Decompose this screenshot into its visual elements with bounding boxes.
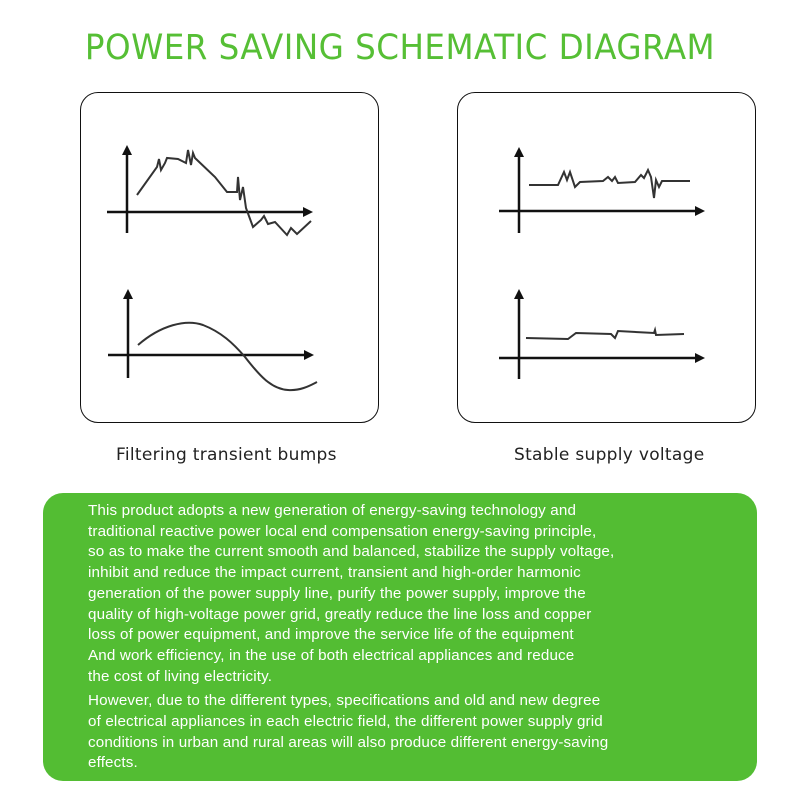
noisy-waveform (137, 150, 311, 235)
panel-stable-voltage (457, 92, 756, 423)
text-line: This product adopts a new generation of energy-saving technology and (88, 502, 577, 519)
stable-voltage-line (526, 330, 684, 339)
bottom-graph-axes (108, 293, 310, 378)
caption-stable-voltage: Stable supply voltage (514, 445, 705, 465)
text-line: traditional reactive power local end compensation energy-saving principle, (88, 522, 597, 540)
text-line: And work efficiency, in the use of both electrical appliances and reduce (88, 646, 575, 664)
top-graph-axes (107, 149, 309, 233)
text-line: of electrical appliances in each electric field, the different power supply grid (88, 713, 603, 731)
stable-voltage-graphic (458, 93, 757, 424)
spiky-voltage-line (529, 170, 690, 198)
smooth-waveform (138, 323, 317, 390)
description-paragraph-1 (88, 501, 737, 687)
bottom-graph-axes (499, 293, 701, 379)
caption-filtering-transient: Filtering transient bumps (116, 445, 337, 465)
panel-filtering-transient (80, 92, 379, 423)
text-line: the cost of living electricity. (88, 667, 273, 685)
description-box (43, 493, 757, 781)
text-line: so as to make the current smooth and balanced, stabilize the supply voltage, (88, 543, 615, 561)
text-line: effects. (88, 754, 138, 772)
top-graph-axes (499, 151, 701, 233)
text-line: quality of high-voltage power grid, greatly reduce the line loss and copper (88, 605, 592, 623)
text-line: generation of the power supply line, purify the power supply, improve the (88, 584, 586, 602)
filtering-waveforms-graphic (81, 93, 380, 424)
text-line: However, due to the different types, specifications and old and new degree (88, 692, 601, 710)
page-title: POWER SAVING SCHEMATIC DIAGRAM (84, 28, 716, 68)
text-line: inhibit and reduce the impact current, transient and high-order harmonic (88, 564, 581, 582)
text-line: loss of power equipment, and improve the service life of the equipment (88, 626, 574, 644)
description-paragraph-2 (88, 691, 737, 774)
text-line: conditions in urban and rural areas will also produce different energy-saving (88, 733, 609, 751)
